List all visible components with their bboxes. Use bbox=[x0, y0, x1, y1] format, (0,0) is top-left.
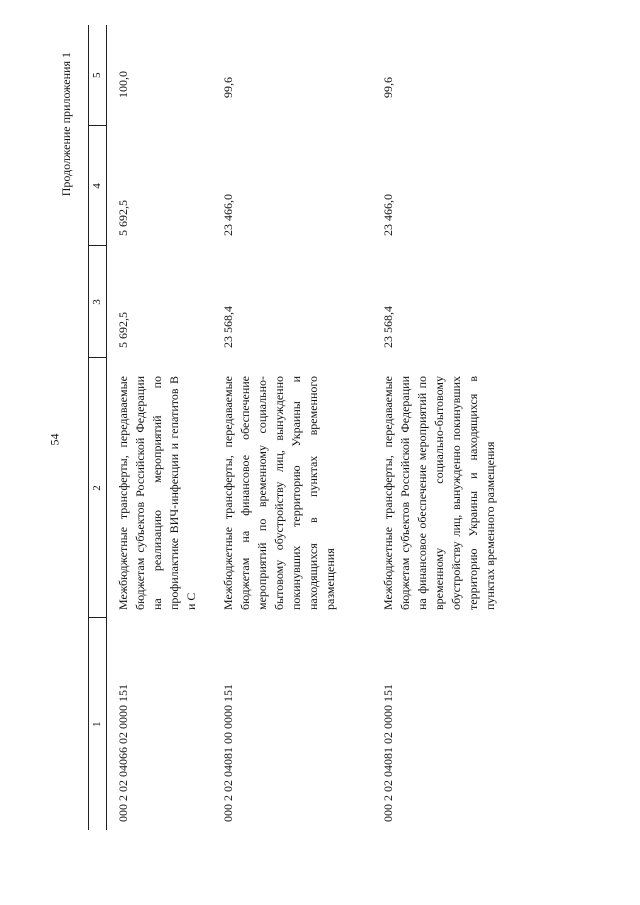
column-header: 3 bbox=[89, 246, 107, 358]
appendix-table bbox=[88, 25, 542, 830]
actual-amount: 5 692,5 bbox=[116, 200, 130, 236]
execution-percent: 99,6 bbox=[381, 77, 395, 98]
budget-code: 000 2 02 04081 02 0000 151 bbox=[381, 684, 395, 822]
budget-code: 000 2 02 04081 00 0000 151 bbox=[221, 684, 235, 822]
execution-percent: 99,6 bbox=[221, 77, 235, 98]
row-description: Межбюджетные трансферты, передаваемые бюджетам субъектов Российской Федерации на реализацию мероприятий по профилактике ВИЧ-инфекции и гепатитов B и C bbox=[116, 376, 198, 610]
row-description: Межбюджетные трансферты, передаваемые бюджетам на финансовое обеспечение мероприятий по временному социально-бытовому обустройству лиц, вынужденно покинувших территорию Украины и находящихся в пунктах временного размещения bbox=[221, 376, 337, 610]
column-header: 4 bbox=[89, 126, 107, 246]
budget-code: 000 2 02 04066 02 0000 151 bbox=[116, 684, 130, 822]
execution-percent: 100,0 bbox=[116, 71, 130, 98]
column-header: 5 bbox=[89, 25, 107, 126]
appendix-table-rotated bbox=[88, 25, 548, 830]
planned-amount: 23 568,4 bbox=[381, 306, 395, 348]
table-row bbox=[212, 25, 372, 830]
table-row bbox=[372, 25, 542, 830]
column-header: 2 bbox=[89, 358, 107, 618]
row-description: Межбюджетные трансферты, передаваемые бюджетам субъектов Российской Федерации на финансовое обеспечение мероприятий по временному социально-бытовому обустройству лиц, вынужденно покинувших территорию Украины и находящихся в пунктах временного размещения bbox=[381, 376, 497, 610]
actual-amount: 23 466,0 bbox=[221, 194, 235, 236]
continuation-label: Продолжение приложения 1 bbox=[59, 52, 73, 197]
column-header: 1 bbox=[89, 618, 107, 830]
actual-amount: 23 466,0 bbox=[381, 194, 395, 236]
planned-amount: 23 568,4 bbox=[221, 306, 235, 348]
table-row bbox=[107, 25, 213, 830]
table-header-row bbox=[89, 25, 107, 830]
page-number: 54 bbox=[47, 433, 62, 446]
planned-amount: 5 692,5 bbox=[116, 312, 130, 348]
